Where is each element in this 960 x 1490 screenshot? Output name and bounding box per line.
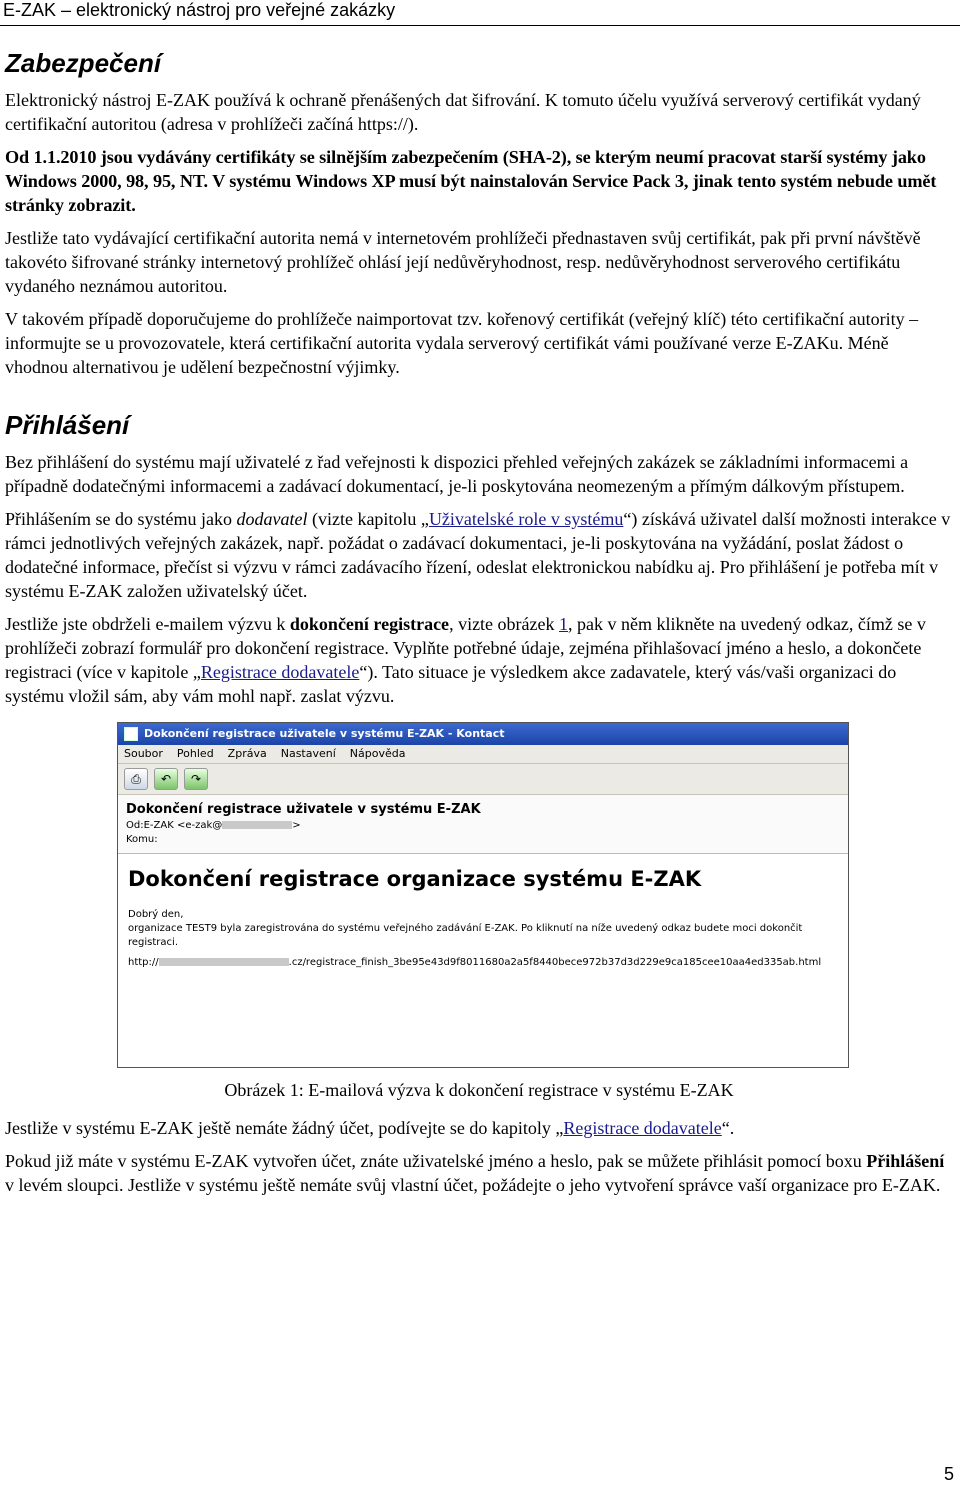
window-title: Dokončení registrace uživatele v systému E-ZAK - Kontact — [144, 727, 505, 740]
section-heading-security: Zabezpečení — [5, 48, 162, 78]
window-toolbar — [118, 764, 848, 795]
section-heading-login: Přihlášení — [5, 410, 130, 440]
link-user-roles[interactable]: Uživatelské role v systému — [428, 509, 624, 529]
registration-url[interactable]: http:// .cz/registrace_finish_3be95e43d9f8011680a2a5f8440bece972b37d3d229e9ca185cee10aa4ed335ab.html — [128, 957, 822, 968]
figure-caption: Obrázek 1: E-mailová výzva k dokončení registrace v systému E-ZAK — [224, 1080, 734, 1100]
role-term: dodavatel — [236, 509, 308, 529]
document-title: E-ZAK – elektronický nástroj pro veřejné zakázky — [3, 0, 396, 20]
menu-pohled[interactable]: Pohled — [176, 747, 214, 760]
login-paragraph-4: Jestliže v systému E-ZAK ještě nemáte žádný účet, podívejte se do kapitoly „Registrace dodavatele“. — [5, 1118, 735, 1138]
menu-napoveda[interactable]: Nápověda — [349, 747, 406, 760]
mail-greeting: Dobrý den, — [128, 909, 184, 920]
link-figure-1[interactable]: 1 — [559, 614, 569, 634]
figure-1 — [5, 722, 953, 1102]
login-paragraph-1: Bez přihlášení do systému mají uživatelé z řad veřejnosti k dispozici přehled veřejných zakázek se základními informacemi a případně dodatečnými informacemi a zadávací dokumentací, je-li poskytována neomezeným a přímým dálkovým přístupem. — [5, 452, 909, 496]
security-paragraph-3: Jestliže tato vydávající certifikační autorita nemá v internetovém prohlížeči přednastaven svůj certifikát, pak při první návštěvě takovéto šifrované stránky internetový prohlížeč ohlásí její nedůvěryhodnost, resp. nedůvěryhodnost serverového certifikátu vydaného neznámou autoritou. — [5, 228, 921, 296]
mail-body-text: organizace TEST9 byla zaregistrována do systému veřejného zadávání E-ZAK. Po kliknutí na níže uvedený odkaz budete moci dokončit registraci. — [128, 923, 803, 948]
link-supplier-registration[interactable]: Registrace dodavatele — [200, 662, 360, 682]
mail-heading: Dokončení registrace organizace systému E-ZAK — [128, 867, 702, 891]
reply-icon[interactable]: ↶ — [154, 768, 178, 790]
link-supplier-registration-2[interactable]: Registrace dodavatele — [563, 1118, 722, 1138]
login-box-term: Přihlášení — [866, 1151, 945, 1171]
login-paragraph-3: Jestliže jste obdrželi e-mailem výzvu k dokončení registrace, vizte obrázek 1, pak v něm klikněte na uvedený odkaz, čímž se v prohlížeči zobrazí formulář pro dokončení registrace. Vyplňte potřebné údaje, zejména přihlašovací jméno a heslo, a dokončete registraci (více v kapitole „Registrace dodavatele“). Tato situace je výsledkem akce zadavatele, který vás/vaši organizaci do systému vložil sám, aby vám mohl např. zaslat výzvu. — [5, 614, 926, 706]
mail-subject: Dokončení registrace uživatele v systému E-ZAK — [126, 802, 481, 817]
security-paragraph-2: Od 1.1.2010 jsou vydávány certifikáty se silnějším zabezpečením (SHA-2), se kterým neumí pracovat starší systémy jako Windows 2000, 98, 95, NT. V systému Windows XP musí být nainstalován Service Pack 3, jinak tento systém nebude umět stránky zobrazit. — [5, 147, 937, 215]
running-header — [0, 0, 960, 26]
window-titlebar — [118, 723, 848, 745]
menu-soubor[interactable]: Soubor — [124, 747, 163, 760]
mail-body — [118, 854, 848, 978]
mail-header — [118, 795, 848, 854]
print-icon[interactable]: ⎙ — [124, 768, 148, 790]
mail-to: Komu: — [126, 834, 158, 845]
page-content — [5, 48, 953, 1206]
security-paragraph-4: V takovém případě doporučujeme do prohlížeče naimportovat tzv. kořenový certifikát (veřejný klíč) této certifikační autority – informujte se u provozovatele, která certifikační autorita vydala serverový certifikát vámi používané verze E-ZAKu. Méně vhodnou alternativou je udělení bezpečnostní výjimky. — [5, 309, 919, 377]
login-paragraph-5: Pokud již máte v systému E-ZAK vytvořen účet, znáte uživatelské jméno a heslo, pak se můžete přihlásit pomocí boxu Přihlášení v levém sloupci. Jestliže v systému ještě nemáte svůj vlastní účet, požádejte o jeho vytvoření správce vaší organizace pro E-ZAK. — [5, 1151, 945, 1195]
menu-nastaveni[interactable]: Nastavení — [280, 747, 336, 760]
mail-from: Od:E-ZAK <e-zak@ > — [126, 820, 301, 831]
window-app-icon — [124, 727, 138, 741]
email-screenshot — [117, 722, 849, 1068]
login-paragraph-2: Přihlášením se do systému jako dodavatel (vizte kapitolu „Uživatelské role v systému“) získává uživatel další možnosti interakce v rámci jednotlivých veřejných zakázek, např. požádat o zadávací dokumentaci, je-li poskytována na vyžádání, poslat žádost o dodatečné informace, přečíst si výzvu v rámci zadávacího řízení, odeslat elektronickou nabídku aj. Pro přihlášení je potřeba mít v systému E-ZAK založen uživatelský účet. — [5, 509, 951, 601]
menu-zprava[interactable]: Zpráva — [227, 747, 267, 760]
page-number: 5 — [943, 1464, 954, 1484]
window-menubar — [118, 745, 848, 764]
security-paragraph-1: Elektronický nástroj E-ZAK používá k ochraně přenášených dat šifrování. K tomuto účelu využívá serverový certifikát vydaný certifikační autoritou (adresa v prohlížeči začíná https://). — [5, 90, 921, 134]
registration-term: dokončení registrace — [289, 614, 450, 634]
forward-icon[interactable]: ↷ — [184, 768, 208, 790]
